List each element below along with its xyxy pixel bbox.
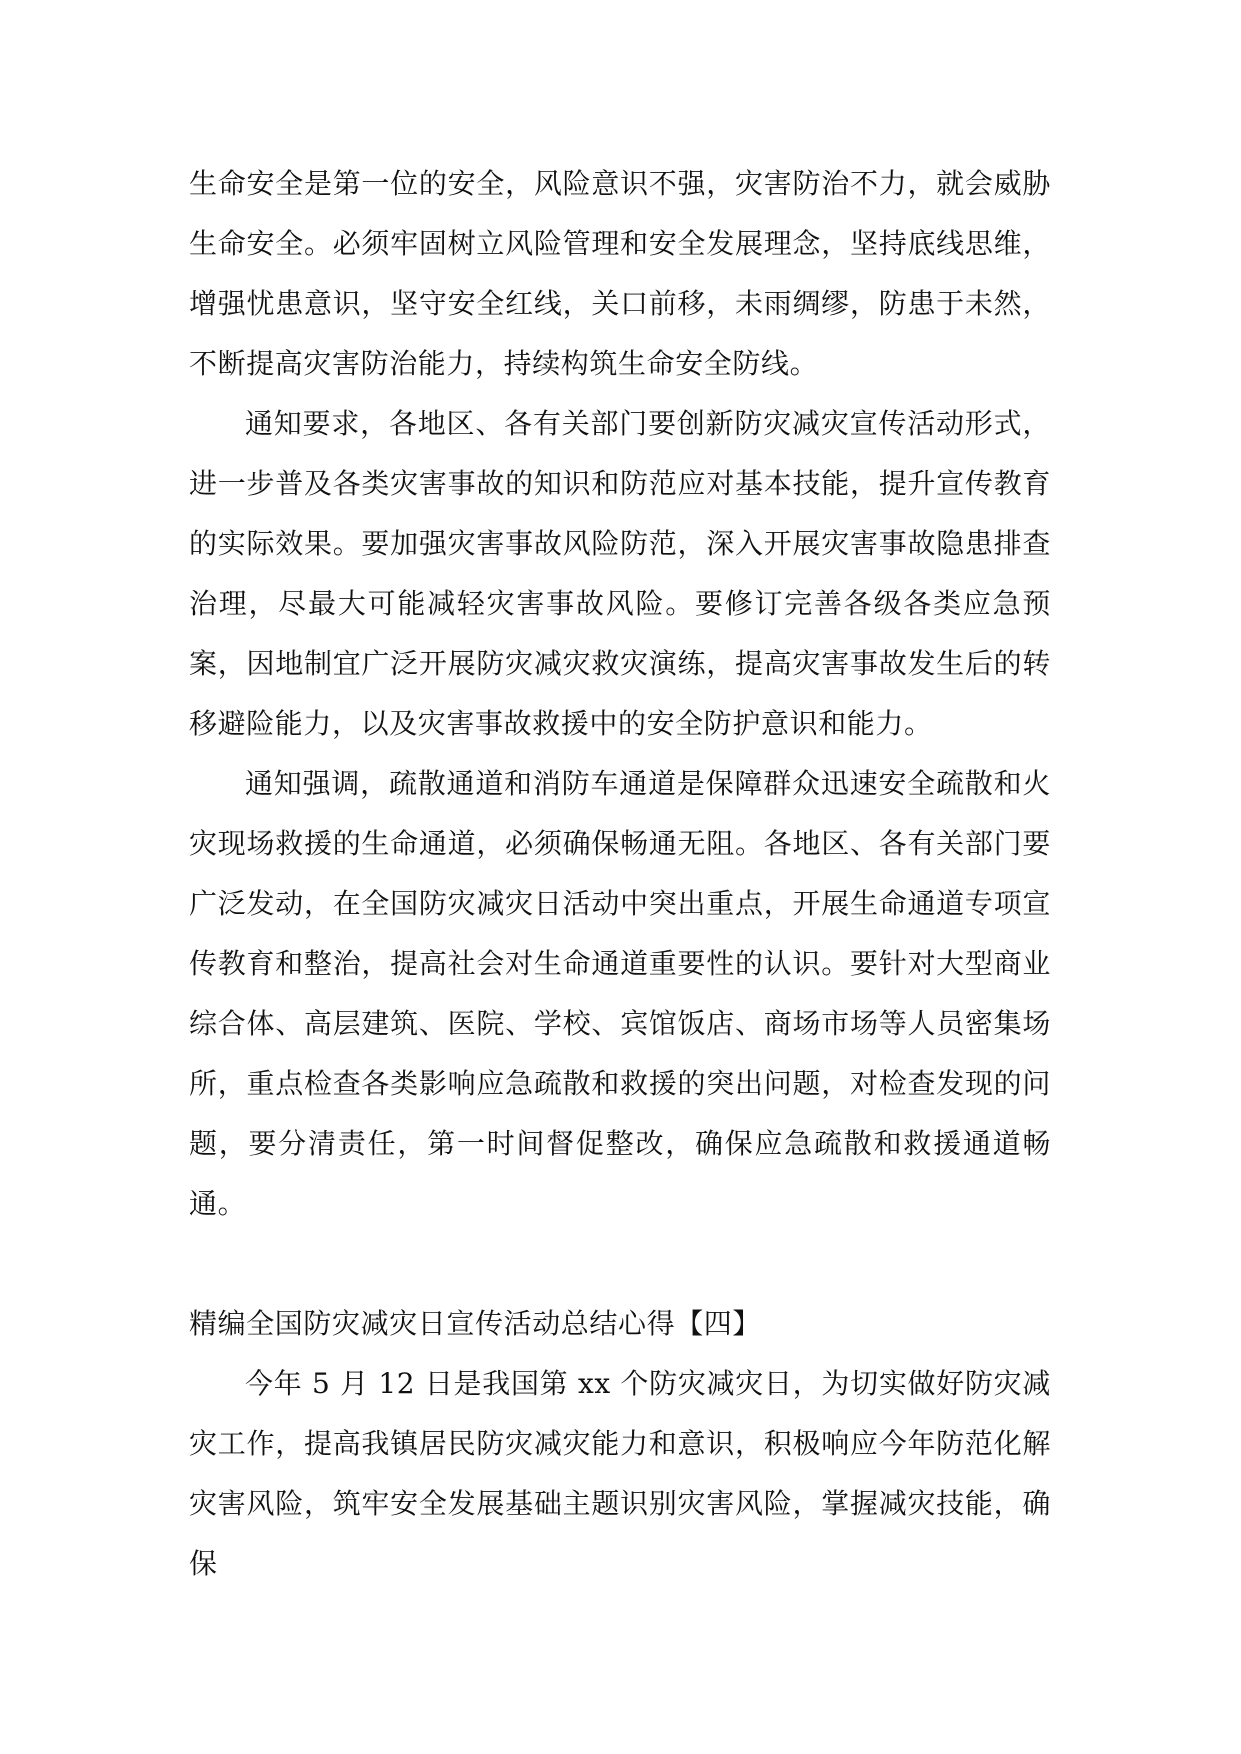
document-body (189, 154, 1051, 1594)
paragraph-life-safety: 生命安全是第一位的安全，风险意识不强，灾害防治不力，就会威胁生命安全。必须牢固树立风险管理和安全发展理念，坚持底线思维，增强忧患意识，坚守安全红线，关口前移，未雨绸缪，防患于未然，不断提高灾害防治能力，持续构筑生命安全防线。 (189, 167, 1051, 380)
paragraph-section-four-intro: 今年 5 月 12 日是我国第 xx 个防灾减灾日，为切实做好防灾减灾工作，提高我镇居民防灾减灾能力和意识，积极响应今年防范化解灾害风险，筑牢安全发展基础主题识别灾害风险，掌握减灾技能，确保 (189, 1367, 1051, 1580)
paragraph-notice-emphasis: 通知强调，疏散通道和消防车通道是保障群众迅速安全疏散和火灾现场救援的生命通道，必须确保畅通无阻。各地区、各有关部门要广泛发动，在全国防灾减灾日活动中突出重点，开展生命通道专项宣传教育和整治，提高社会对生命通道重要性的认识。要针对大型商业综合体、高层建筑、医院、学校、宾馆饭店、商场市场等人员密集场所，重点检查各类影响应急疏散和救援的突出问题，对检查发现的问题，要分清责任，第一时间督促整改，确保应急疏散和救援通道畅通。 (189, 767, 1051, 1220)
section-heading: 精编全国防灾减灾日宣传活动总结心得【四】 (189, 1307, 762, 1340)
paragraph-notice-requirements: 通知要求，各地区、各有关部门要创新防灾减灾宣传活动形式，进一步普及各类灾害事故的知识和防范应对基本技能，提升宣传教育的实际效果。要加强灾害事故风险防范，深入开展灾害事故隐患排查治理，尽最大可能减轻灾害事故风险。要修订完善各级各类应急预案，因地制宜广泛开展防灾减灾救灾演练，提高灾害事故发生后的转移避险能力，以及灾害事故救援中的安全防护意识和能力。 (189, 407, 1051, 740)
